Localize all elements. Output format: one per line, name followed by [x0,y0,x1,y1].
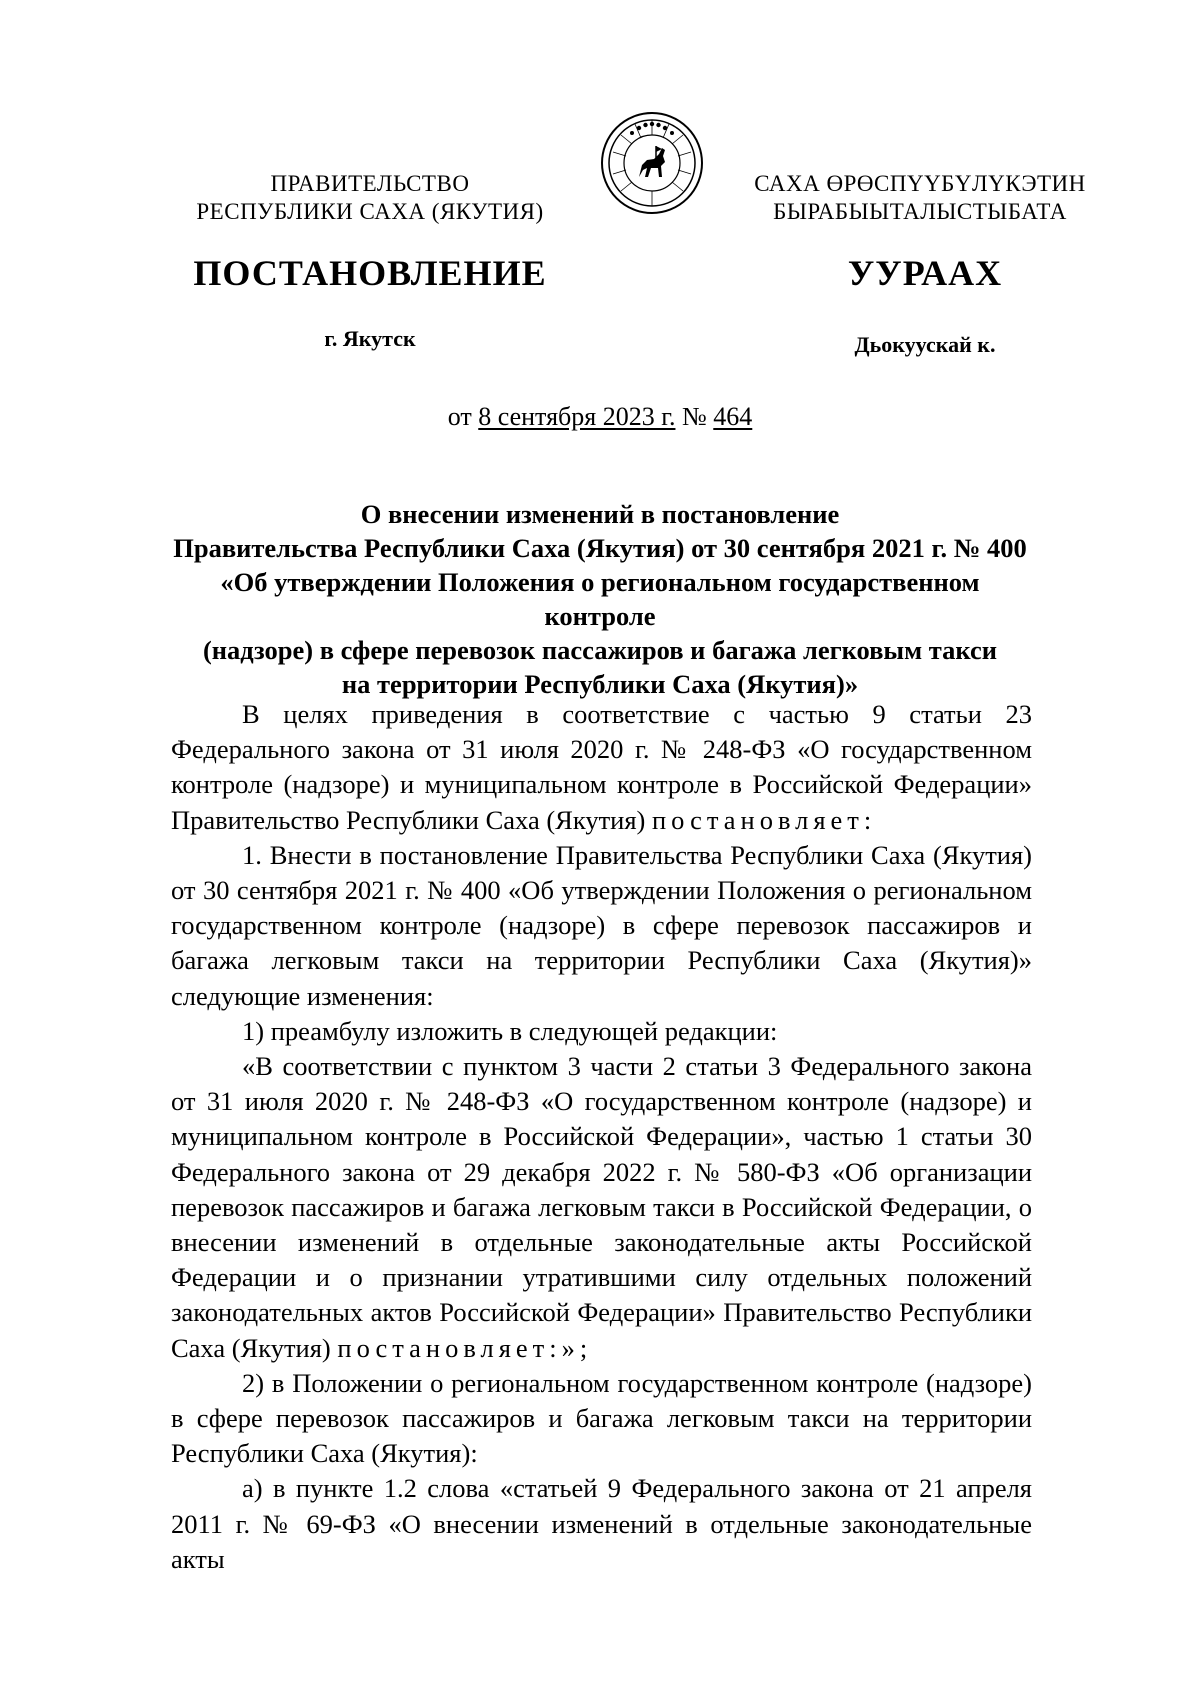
doc-type-sakha: УУРААХ [847,253,1003,293]
new-resolves-word: постановляет:»; [337,1332,593,1363]
title-line-5: на территории Республики Саха (Якутия)» [341,669,859,699]
government-sakha-line-2: БЫРАБЫЫТАЛЫСТЫБАТА [773,199,1067,224]
document-body [171,697,1032,1577]
city-russian: г. Якутск [324,326,416,351]
government-name-sakha [700,170,1140,226]
coat-of-arms-icon [599,110,705,216]
title-line-2: Правительства Республики Саха (Якутия) от 30 сентября 2021 г. № 400 [173,533,1027,563]
doc-type-russian: ПОСТАНОВЛЕНИЕ [193,253,547,293]
new-preamble-text: «В соответствии с пунктом 3 части 2 статьи 3 Федерального закона от 31 июля 2020 г. № 248-ФЗ «О государственном контроле (надзоре) и муниципальном контроле в Российской Федерации», частью 1 статьи 30 Федерального закона от 29 декабря 2022 г. № 580-ФЗ «Об организации перевозок пассажиров и багажа легковым такси в Российской Федерации, о внесении изменений в отдельные законодательные акты Российской Федерации и о признании утратившими силу отдельных положений законодательных актов Российской Федерации» Правительство Республики Саха (Якутия) [171,1051,1032,1363]
title-line-4: (надзоре) в сфере перевозок пассажиров и багажа легковым такси [202,635,998,665]
paragraph-preamble [171,697,1032,838]
paragraph-subitem-1: 1) преамбулу изложить в следующей редакции: [242,1015,778,1046]
title-line-3: «Об утверждении Положения о региональном государственном контроле [220,567,980,631]
paragraph-new-preamble [171,1049,1032,1366]
government-line-2: РЕСПУБЛИКИ САХА (ЯКУТИЯ) [196,199,544,224]
document-date: 8 сентября 2023 г. [478,402,676,431]
document-title [170,497,1030,701]
title-line-1: О внесении изменений в постановление [360,499,840,529]
resolves-word: постановляет: [652,804,877,835]
date-prefix: от [447,402,479,431]
paragraph-item-1: 1. Внести в постановление Правительства Республики Саха (Якутия) от 30 сентября 2021 г. № 400 «Об утверждении Положения о региональном государственном контроле (надзоре) в сфере перевозок пассажиров и багажа легковым такси на территории Республики Саха (Якутия)» следующие изменения: [171,839,1032,1011]
paragraph-subitem-a: а) в пункте 1.2 слова «статьей 9 Федерального закона от 21 апреля 2011 г. № 69-ФЗ «О внесении изменений в отдельные законодательные акты [171,1473,1032,1574]
government-name-russian [160,170,580,226]
government-line-1: ПРАВИТЕЛЬСТВО [270,171,470,196]
city-sakha: Дьокуускай к. [854,332,996,357]
preamble-text: В целях приведения в соответствие с частью 9 статьи 23 Федерального закона от 31 июля 2020 г. № 248-ФЗ «О государственном контроле (надзоре) и муниципальном контроле в Российской Федерации» Правительство Республики Саха (Якутия) [171,699,1032,835]
number-sign: № [675,402,714,431]
paragraph-subitem-2: 2) в Положении о региональном государственном контроле (надзоре) в сфере перевозок пассажиров и багажа легковым такси на территории Республики Саха (Якутия): [171,1367,1032,1469]
date-number-line [170,402,1030,432]
document-number: 464 [713,402,753,431]
government-sakha-line-1: САХА ӨРӨСПҮҮБҮЛҮКЭТИН [754,171,1086,196]
